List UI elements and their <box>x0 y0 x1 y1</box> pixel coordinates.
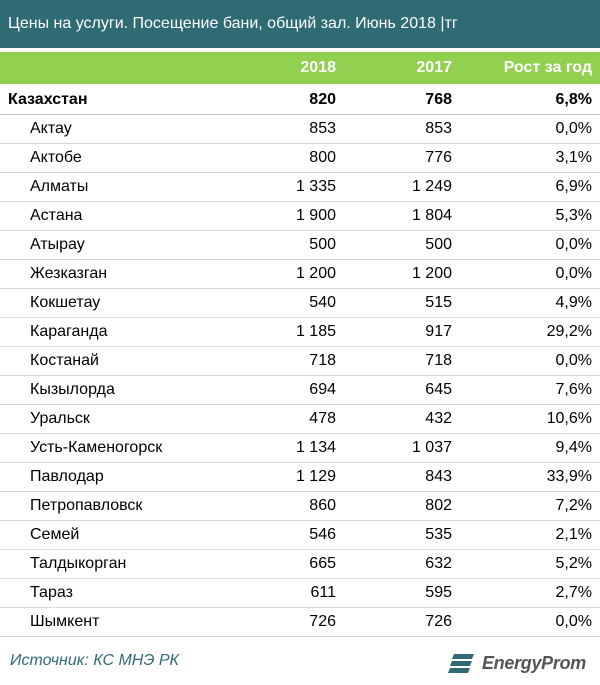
source-note: Источник: КС МНЭ РК <box>10 652 179 669</box>
cell-2017: 432 <box>344 405 460 434</box>
cell-growth: 3,1% <box>460 144 600 173</box>
column-header-region <box>0 52 228 85</box>
table-row <box>0 608 600 637</box>
cell-growth: 2,7% <box>460 579 600 608</box>
table-row <box>0 173 600 202</box>
table-row <box>0 550 600 579</box>
cell-growth: 2,1% <box>460 521 600 550</box>
cell-2018: 820 <box>228 85 344 115</box>
table-row <box>0 144 600 173</box>
cell-region: Талдыкорган <box>0 550 228 579</box>
cell-2017: 500 <box>344 231 460 260</box>
cell-2017: 718 <box>344 347 460 376</box>
table-row <box>0 376 600 405</box>
table-row <box>0 231 600 260</box>
cell-2017: 843 <box>344 463 460 492</box>
column-header-2018: 2018 <box>228 52 344 85</box>
table-row <box>0 579 600 608</box>
price-table-container <box>0 52 600 637</box>
cell-growth: 29,2% <box>460 318 600 347</box>
footer <box>0 642 600 685</box>
cell-2018: 611 <box>228 579 344 608</box>
cell-2018: 500 <box>228 231 344 260</box>
cell-region: Павлодар <box>0 463 228 492</box>
cell-growth: 0,0% <box>460 260 600 289</box>
cell-2018: 1 134 <box>228 434 344 463</box>
cell-2018: 1 335 <box>228 173 344 202</box>
cell-2018: 800 <box>228 144 344 173</box>
table-row-total <box>0 85 600 115</box>
cell-growth: 0,0% <box>460 608 600 637</box>
cell-region: Астана <box>0 202 228 231</box>
cell-2017: 802 <box>344 492 460 521</box>
price-table <box>0 52 600 637</box>
cell-region: Шымкент <box>0 608 228 637</box>
table-row <box>0 434 600 463</box>
column-header-2017: 2017 <box>344 52 460 85</box>
table-body <box>0 85 600 637</box>
cell-2018: 1 900 <box>228 202 344 231</box>
cell-growth: 0,0% <box>460 115 600 144</box>
table-row <box>0 289 600 318</box>
cell-2018: 546 <box>228 521 344 550</box>
energyprom-logo-icon <box>448 648 478 678</box>
cell-growth: 7,6% <box>460 376 600 405</box>
cell-region: Костанай <box>0 347 228 376</box>
cell-region: Усть-Каменогорск <box>0 434 228 463</box>
cell-2018: 860 <box>228 492 344 521</box>
cell-region: Атырау <box>0 231 228 260</box>
energyprom-logo <box>448 646 586 680</box>
cell-growth: 33,9% <box>460 463 600 492</box>
cell-region: Караганда <box>0 318 228 347</box>
cell-growth: 0,0% <box>460 231 600 260</box>
cell-region: Алматы <box>0 173 228 202</box>
cell-2017: 535 <box>344 521 460 550</box>
cell-2017: 645 <box>344 376 460 405</box>
table-row <box>0 260 600 289</box>
cell-2017: 768 <box>344 85 460 115</box>
cell-2018: 665 <box>228 550 344 579</box>
cell-2017: 776 <box>344 144 460 173</box>
table-row <box>0 463 600 492</box>
cell-2017: 1 249 <box>344 173 460 202</box>
cell-region: Казахстан <box>0 85 228 115</box>
logo-text: EnergyProm <box>481 652 586 673</box>
page-title: Цены на услуги. Посещение бани, общий зал. Июнь 2018 |тг <box>0 0 600 48</box>
cell-growth: 9,4% <box>460 434 600 463</box>
column-header-growth: Рост за год <box>460 52 600 85</box>
table-row <box>0 115 600 144</box>
cell-2018: 1 200 <box>228 260 344 289</box>
cell-region: Актау <box>0 115 228 144</box>
cell-2018: 540 <box>228 289 344 318</box>
cell-growth: 5,2% <box>460 550 600 579</box>
cell-2018: 726 <box>228 608 344 637</box>
cell-growth: 4,9% <box>460 289 600 318</box>
cell-growth: 5,3% <box>460 202 600 231</box>
cell-2017: 595 <box>344 579 460 608</box>
cell-growth: 6,9% <box>460 173 600 202</box>
cell-2017: 632 <box>344 550 460 579</box>
cell-region: Кызылорда <box>0 376 228 405</box>
cell-region: Тараз <box>0 579 228 608</box>
table-row <box>0 347 600 376</box>
cell-2018: 853 <box>228 115 344 144</box>
table-row <box>0 318 600 347</box>
cell-2018: 1 129 <box>228 463 344 492</box>
cell-growth: 10,6% <box>460 405 600 434</box>
cell-2017: 726 <box>344 608 460 637</box>
cell-region: Жезказган <box>0 260 228 289</box>
cell-2018: 1 185 <box>228 318 344 347</box>
cell-2017: 917 <box>344 318 460 347</box>
cell-region: Петропавловск <box>0 492 228 521</box>
cell-region: Уральск <box>0 405 228 434</box>
table-row <box>0 202 600 231</box>
table-row <box>0 492 600 521</box>
cell-2018: 478 <box>228 405 344 434</box>
cell-2017: 515 <box>344 289 460 318</box>
table-row <box>0 521 600 550</box>
cell-2017: 1 804 <box>344 202 460 231</box>
cell-growth: 7,2% <box>460 492 600 521</box>
cell-region: Семей <box>0 521 228 550</box>
table-row <box>0 405 600 434</box>
cell-growth: 0,0% <box>460 347 600 376</box>
cell-region: Кокшетау <box>0 289 228 318</box>
cell-growth: 6,8% <box>460 85 600 115</box>
cell-2018: 718 <box>228 347 344 376</box>
table-header-row <box>0 52 600 85</box>
cell-2017: 1 200 <box>344 260 460 289</box>
cell-2018: 694 <box>228 376 344 405</box>
cell-region: Актобе <box>0 144 228 173</box>
cell-2017: 1 037 <box>344 434 460 463</box>
cell-2017: 853 <box>344 115 460 144</box>
